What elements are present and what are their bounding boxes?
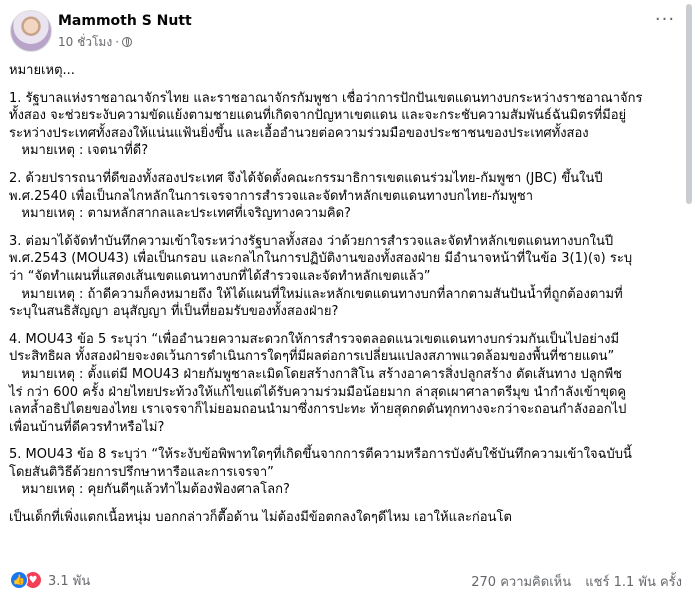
paragraph-line: ไร่ กว่า 600 ครั้ง ฝ่ายไทยประท้วงให้แก้ไขแต่ได้รับความร่วมมือน้อยมาก ล่าสุดเผาศาลาตรีมุข นำกำลังเข้าขุดคู [9, 384, 627, 400]
paragraph-1 [9, 90, 681, 160]
more-options-button[interactable] [650, 9, 680, 34]
closing-line: เป็นเด็กที่เพิ่งแตกเนื้อหนุ่ม บอกกล่าวก็ตื๊อด้าน ไม่ต้องมีข้อตกลงใดๆดีไหม เอาให้และก่อนโต [9, 510, 512, 526]
comments-count[interactable]: 270 ความคิดเห็น [471, 575, 572, 590]
post-stats [461, 571, 682, 592]
paragraph-line: พ.ศ.2543 (MOU43) เพื่อเป็นกรอบ และกลไกในการปฏิบัติงานของทั้งสองฝ่าย มีอำนาจหน้าที่ในข้อ 3(1)(จ) ระบุ [9, 251, 633, 267]
paragraph-note: หมายเหตุ : เจตนาที่ดี? [9, 143, 149, 159]
paragraph-line: ประสิทธิผล ทั้งสองฝ่ายจะงดเว้นการดำเนินการใดๆที่มีผลต่อการเปลี่ยนแปลงสภาพแวดล้อมของพื้นที่ชายแดน” [9, 349, 615, 365]
meta-separator: · [115, 35, 120, 49]
paragraph-line: 1. รัฐบาลแห่งราชอาณาจักรไทย และราชอาณาจักรกัมพูชา เชื่อว่าการปักปันเขตแดนทางบกระหว่างราชอาณาจักร [9, 90, 643, 106]
paragraph-2 [9, 170, 681, 223]
paragraph-line: 4. MOU43 ข้อ 5 ระบุว่า “เพื่ออำนวยความสะดวกให้การสำรวจตลอดแนวเขตแดนทางบกร่วมกันเป็นไปอย่างมี [9, 331, 620, 347]
paragraph-note: หมายเหตุ : ตั้งแต่มี MOU43 ฝ่ายกัมพูชาละเมิดโดยสร้างกาสิโน สร้างอาคารสิ่งปลูกสร้าง ตัดเส้นทาง ปลูกพืช [9, 366, 622, 382]
intro-line: หมายเหตุ... [9, 63, 75, 78]
paragraph-line: 5. MOU43 ข้อ 8 ระบุว่า “ให้ระงับข้อพิพาทใดๆที่เกิดขึ้นจากการตีความหรือการบังคับใช้บันทึกความเข้าใจฉบับนี้ [9, 447, 632, 463]
avatar[interactable] [10, 10, 52, 52]
reactions-count[interactable]: 3.1 พัน [48, 573, 91, 589]
paragraph-line: ระบุในสนธิสัญญา อนุสัญญา ที่เป็นที่ยอมรับของทั้งสองฝ่าย? [9, 304, 339, 320]
post-body [9, 62, 681, 527]
paragraph-line: โดยสันติวิธีด้วยการปรึกษาหารือและการเจรจา” [9, 464, 274, 480]
post-footer [10, 571, 682, 591]
paragraph-line: เพื่อนบ้านที่ดีควรทำหรือไม่? [9, 419, 165, 435]
more-icon: ··· [654, 9, 676, 30]
paragraph-line: ระหว่างประเทศทั้งสองให้แน่นแฟ้นยิ่งขึ้น และเอื้ออำนวยต่อความร่วมมือของประชาชนของประเทศทั้งสอง [9, 125, 589, 141]
post-header [10, 8, 680, 52]
post-time[interactable]: 10 ชั่วโมง [58, 35, 113, 49]
paragraph-line: เลทล้ำอธิปไตยของไทย เราเจรจาก็ไม่ยอมถอนนำมาซึ่งการปะทะ ท้ายสุดกดดันทุกทางจะกว่าจะถอนกำลังออกไป [9, 402, 627, 418]
love-icon: ♥ [24, 571, 42, 589]
post-meta [58, 33, 132, 52]
paragraph-3 [9, 233, 681, 321]
paragraph-line: 2. ด้วยปรารถนาที่ดีของทั้งสองประเทศ จึงได้จัดตั้งคณะกรรมาธิการเขตแดนร่วมไทย-กัมพูชา (JBC) ขึ้นในปี [9, 170, 603, 186]
shares-count[interactable]: แชร์ 1.1 พัน ครั้ง [585, 575, 682, 590]
paragraph-note: หมายเหตุ : ถ้าดีความก็คงหมายถึง ให้ได้แผนที่ใหม่และหลักเขตแดนทางบกที่ลากตามสันปันน้ำที่ถูกต้องตามที่ [9, 286, 623, 302]
paragraph-line: ทั้งสอง จะช่วยระงับความขัดแย้งตามชายแดนที่เกิดจากปัญหาเขตแดน และจะกระชับความสัมพันธ์ฉันมิตรที่มีอยู่ [9, 108, 627, 124]
paragraph-note: หมายเหตุ : ตามหลักสากลและประเทศที่เจริญทางความคิด? [9, 206, 351, 222]
reactions-summary[interactable] [10, 571, 90, 589]
like-icon: 👍 [10, 571, 28, 589]
paragraph-5 [9, 446, 681, 499]
paragraph-line: พ.ศ.2540 เพื่อเป็นกลไกหลักในการเจรจาการสำรวจและจัดทำหลักเขตแดนทางบกไทย-กัมพูชา [9, 188, 534, 204]
paragraph-line: 3. ต่อมาได้จัดทำบันทึกความเข้าใจระหว่างรัฐบาลทั้งสอง ว่าด้วยการสำรวจและจัดทำหลักเขตแดนทางบกในปี [9, 233, 614, 249]
paragraph-4 [9, 331, 681, 437]
paragraph-line: ว่า “จัดทำแผนที่แสดงเส้นเขตแดนทางบกที่ได้สำรวจและจัดทำหลักเขตแล้ว” [9, 268, 431, 284]
globe-icon [122, 37, 132, 47]
scrollbar[interactable] [686, 4, 692, 204]
author-name[interactable]: Mammoth S Nutt [58, 13, 192, 29]
paragraph-note: หมายเหตุ : คุยกันดีๆแล้วทำไมต้องฟ้องศาลโลก? [9, 482, 290, 498]
